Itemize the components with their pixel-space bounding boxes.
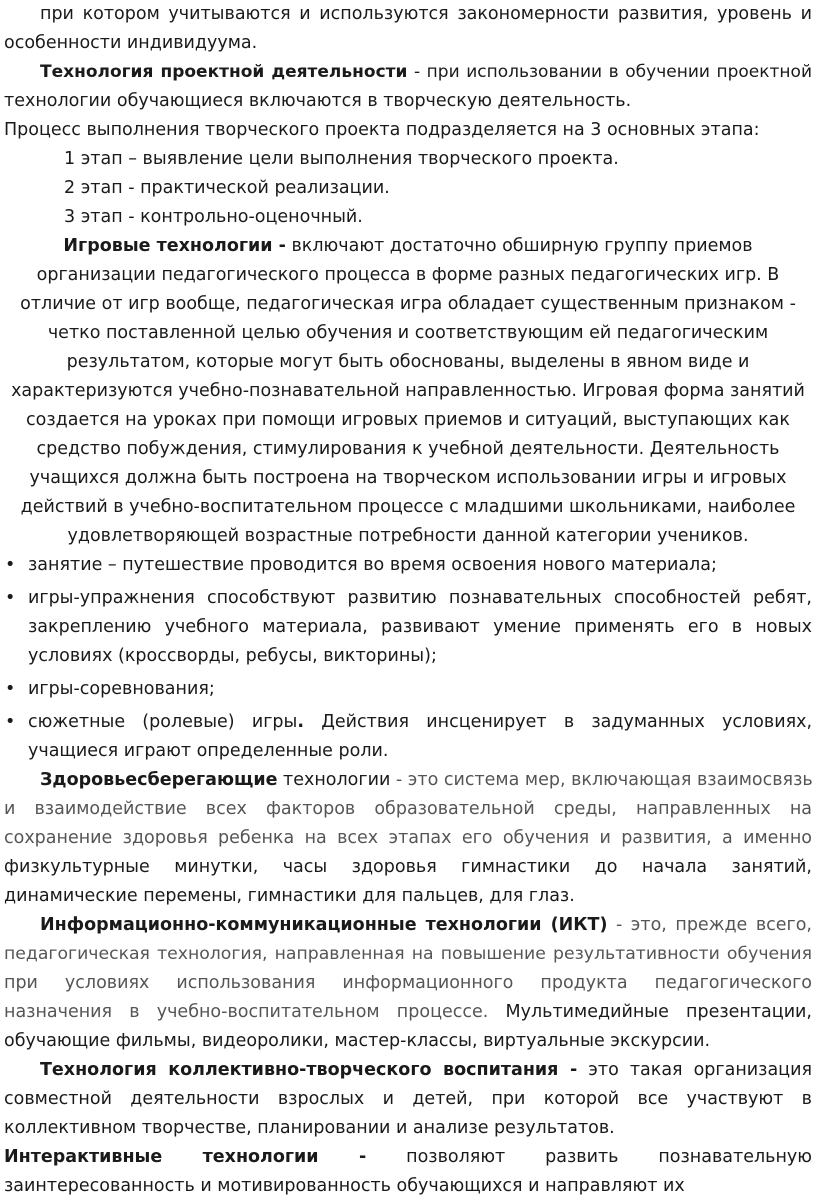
list-item-text: игры-упражнения способствуют развитию познавательных способностей ребят, bbox=[28, 588, 812, 608]
ict-paragraph-line: педагогическая технология, направленная на повышение результативности обучения bbox=[4, 944, 812, 964]
ict-paragraph-line: обучающие фильмы, видеоролики, мастер-классы, виртуальные экскурсии. bbox=[4, 1031, 711, 1051]
collective-text: это такая организация bbox=[577, 1060, 812, 1080]
intro-line: при котором учитываются и используются закономерности развития, уровень и bbox=[40, 4, 812, 24]
bullet-icon: • bbox=[5, 712, 16, 732]
ict-paragraph-line: при условиях использования информационного продукта педагогического bbox=[4, 973, 812, 993]
health-paragraph-line: физкультурные минутки, часы здоровья гимнастики до начала занятий, bbox=[4, 857, 812, 877]
health-paragraph-line: и взаимодействие всех факторов образовательной среды, направленных на bbox=[4, 799, 812, 819]
ict-paragraph-line bbox=[4, 911, 812, 940]
list-item-continuation: условиях (кроссворды, ребусы, викторины); bbox=[28, 646, 437, 666]
project-stage: 1 этап – выявление цели выполнения творческого проекта. bbox=[64, 149, 619, 169]
game-paragraph-line: создается на уроках при помощи игровых приемов и ситуаций, выступающих как bbox=[26, 410, 790, 430]
intro-line: особенности индивидуума. bbox=[4, 33, 258, 53]
ict-heading: Информационно-коммуникационные технологии (ИКТ) bbox=[40, 915, 608, 935]
list-item-continuation: учащиеся играют определенные роли. bbox=[28, 741, 389, 761]
list-item-continuation: закреплению учебного материала, развивают умение применять его в новых bbox=[28, 617, 812, 637]
list-item-text: игры-соревнования; bbox=[28, 679, 215, 699]
health-paragraph-line: динамические перемены, гимнастики для пальцев, для глаз. bbox=[4, 886, 575, 906]
health-text-gray: - это система мер, включающая взаимосвязь bbox=[390, 770, 813, 790]
list-item bbox=[4, 584, 812, 613]
collective-heading: Технология коллективно-творческого воспитания - bbox=[40, 1060, 578, 1080]
ict-paragraph-line bbox=[4, 998, 812, 1027]
health-paragraph-line bbox=[4, 766, 812, 795]
interactive-text: позволяют развить познавательную bbox=[366, 1147, 812, 1167]
game-text: включают достаточно обширную группу приемов bbox=[285, 236, 753, 256]
ict-text-gray: назначения в учебно-воспитательном процессе. bbox=[4, 1002, 489, 1022]
project-paragraph-line: Процесс выполнения творческого проекта подразделяется на 3 основных этапа: bbox=[4, 120, 760, 140]
list-item-text: Действия инсценирует в задуманных условиях, bbox=[304, 712, 813, 732]
game-paragraph-line: результатом, которые могут быть обоснованы, выделены в явном виде и bbox=[66, 352, 750, 372]
bullet-icon: • bbox=[5, 679, 16, 699]
game-paragraph-line: организации педагогического процесса в форме разных педагогических игр. В bbox=[36, 265, 780, 285]
game-paragraph-line: отличие от игр вообще, педагогическая игра обладает существенным признаком - bbox=[20, 294, 796, 314]
game-heading: Игровые технологии - bbox=[63, 236, 286, 256]
list-item bbox=[4, 675, 812, 704]
health-heading: Здоровьесберегающие bbox=[40, 770, 278, 790]
list-item-text: занятие – путешествие проводится во время освоения нового материала; bbox=[28, 555, 717, 575]
interactive-paragraph-line: заинтересованность и мотивированность обучающихся и направляют их bbox=[4, 1176, 685, 1196]
ict-text: Мультимедийные презентации, bbox=[488, 1002, 812, 1022]
ict-text-gray: - это, прежде всего, bbox=[607, 915, 812, 935]
collective-paragraph-line bbox=[4, 1056, 812, 1085]
list-item-text: сюжетные (ролевые) игры bbox=[28, 712, 298, 732]
list-item-dot: . bbox=[297, 712, 304, 732]
game-paragraph-line bbox=[4, 232, 812, 261]
health-text: технологии bbox=[277, 770, 391, 790]
bullet-icon: • bbox=[5, 555, 16, 575]
project-stage: 3 этап - контрольно-оценочный. bbox=[64, 207, 363, 227]
game-paragraph-line: действий в учебно-воспитательном процессе с младшими школьниками, наиболее bbox=[20, 497, 796, 517]
collective-paragraph-line: коллективном творчестве, планировании и анализе результатов. bbox=[4, 1118, 615, 1138]
interactive-paragraph-line bbox=[4, 1143, 812, 1172]
game-paragraph-line: удовлетворяющей возрастные потребности данной категории учеников. bbox=[67, 526, 749, 546]
game-paragraph-line: учащихся должна быть построена на творческом использовании игры и игровых bbox=[29, 468, 787, 488]
document-page bbox=[4, 0, 812, 1201]
game-paragraph-line: средство побуждения, стимулирования к учебной деятельности. Деятельность bbox=[36, 439, 780, 459]
health-paragraph-line: сохранение здоровья ребенка на всех этапах его обучения и развития, а именно bbox=[4, 828, 812, 848]
list-item bbox=[4, 708, 812, 737]
bullet-icon: • bbox=[5, 588, 16, 608]
project-heading: Технология проектной деятельности bbox=[40, 62, 408, 82]
collective-paragraph-line: совместной деятельности взрослых и детей, при которой все участвуют в bbox=[4, 1089, 812, 1109]
project-paragraph-line: технологии обучающиеся включаются в творческую деятельность. bbox=[4, 91, 632, 111]
game-paragraph-line: характеризуются учебно-познавательной направленностью. Игровая форма занятий bbox=[11, 381, 805, 401]
game-paragraph-line: четко поставленной целью обучения и соответствующим ей педагогическим bbox=[47, 323, 769, 343]
project-paragraph-line bbox=[4, 58, 812, 87]
project-text: - при использовании в обучении проектной bbox=[407, 62, 812, 82]
list-item bbox=[4, 551, 812, 580]
interactive-heading: Интерактивные технологии - bbox=[4, 1147, 367, 1167]
project-stage: 2 этап - практической реализации. bbox=[64, 178, 390, 198]
